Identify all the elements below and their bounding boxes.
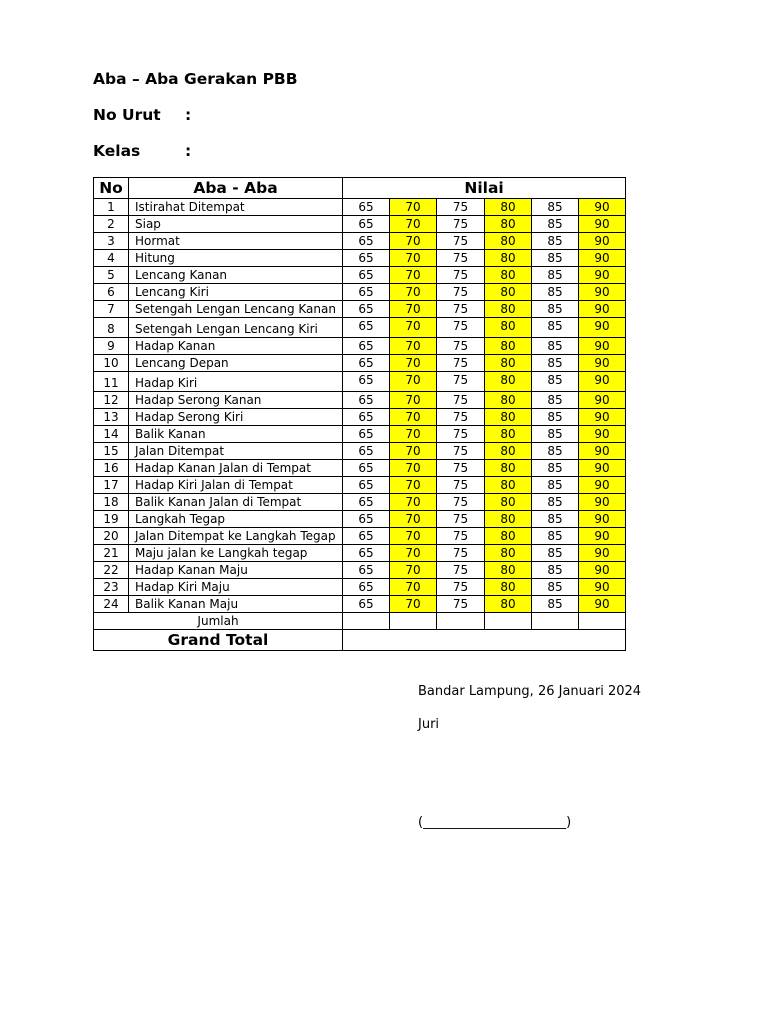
nilai-option-90[interactable]: 90 — [579, 233, 626, 250]
nilai-option-80[interactable]: 80 — [485, 494, 532, 511]
nilai-option-75[interactable]: 75 — [437, 392, 485, 409]
kelas-field — [93, 142, 192, 160]
no-urut-colon: : — [185, 106, 192, 124]
row-number: 12 — [94, 392, 129, 409]
nilai-option-90[interactable]: 90 — [579, 579, 626, 596]
row-number: 22 — [94, 562, 129, 579]
nilai-option-75[interactable]: 75 — [437, 338, 485, 355]
aba-name: Siap — [129, 216, 343, 233]
nilai-option-70[interactable]: 70 — [390, 355, 437, 372]
row-number: 18 — [94, 494, 129, 511]
aba-name: Hadap Kanan Maju — [129, 562, 343, 579]
nilai-option-65[interactable]: 65 — [343, 511, 390, 528]
nilai-option-65[interactable]: 65 — [343, 284, 390, 301]
nilai-option-80[interactable]: 80 — [485, 477, 532, 494]
nilai-option-65[interactable]: 65 — [343, 338, 390, 355]
nilai-option-85[interactable]: 85 — [532, 372, 579, 392]
nilai-option-90[interactable]: 90 — [579, 545, 626, 562]
jumlah-cell[interactable] — [485, 613, 532, 630]
nilai-option-90[interactable]: 90 — [579, 494, 626, 511]
nilai-option-75[interactable]: 75 — [437, 372, 485, 392]
nilai-option-75[interactable]: 75 — [437, 355, 485, 372]
nilai-option-80[interactable]: 80 — [485, 545, 532, 562]
nilai-option-70[interactable]: 70 — [390, 301, 437, 318]
nilai-option-70[interactable]: 70 — [390, 233, 437, 250]
jumlah-label: Jumlah — [94, 613, 343, 630]
nilai-option-80[interactable]: 80 — [485, 392, 532, 409]
aba-name: Jalan Ditempat ke Langkah Tegap — [129, 528, 343, 545]
table-row — [94, 494, 626, 511]
table-row — [94, 562, 626, 579]
aba-name: Lencang Depan — [129, 355, 343, 372]
aba-name: Hormat — [129, 233, 343, 250]
nilai-option-75[interactable]: 75 — [437, 494, 485, 511]
row-number: 1 — [94, 199, 129, 216]
nilai-option-70[interactable]: 70 — [390, 267, 437, 284]
nilai-option-80[interactable]: 80 — [485, 372, 532, 392]
nilai-option-75[interactable]: 75 — [437, 250, 485, 267]
row-number: 17 — [94, 477, 129, 494]
jumlah-row — [94, 613, 626, 630]
nilai-option-75[interactable]: 75 — [437, 199, 485, 216]
nilai-option-65[interactable]: 65 — [343, 528, 390, 545]
table-row — [94, 233, 626, 250]
row-number: 2 — [94, 216, 129, 233]
nilai-option-90[interactable]: 90 — [579, 267, 626, 284]
place-date: Bandar Lampung, 26 Januari 2024 — [418, 684, 642, 699]
jumlah-cell[interactable] — [437, 613, 485, 630]
nilai-option-70[interactable]: 70 — [390, 562, 437, 579]
nilai-option-80[interactable]: 80 — [485, 338, 532, 355]
aba-name: Lencang Kiri — [129, 284, 343, 301]
row-number: 14 — [94, 426, 129, 443]
nilai-option-85[interactable]: 85 — [532, 355, 579, 372]
nilai-option-70[interactable]: 70 — [390, 318, 437, 338]
nilai-option-65[interactable]: 65 — [343, 562, 390, 579]
table-row — [94, 511, 626, 528]
nilai-option-85[interactable]: 85 — [532, 579, 579, 596]
nilai-option-90[interactable]: 90 — [579, 392, 626, 409]
nilai-option-70[interactable]: 70 — [390, 216, 437, 233]
col-nilai-header: Nilai — [343, 178, 626, 199]
nilai-option-80[interactable]: 80 — [485, 409, 532, 426]
table-row — [94, 392, 626, 409]
nilai-option-65[interactable]: 65 — [343, 301, 390, 318]
nilai-option-85[interactable]: 85 — [532, 494, 579, 511]
nilai-option-90[interactable]: 90 — [579, 562, 626, 579]
aba-name: Istirahat Ditempat — [129, 199, 343, 216]
table-row — [94, 338, 626, 355]
aba-name: Jalan Ditempat — [129, 443, 343, 460]
row-number: 8 — [94, 318, 129, 338]
jumlah-cell[interactable] — [390, 613, 437, 630]
nilai-option-80[interactable]: 80 — [485, 216, 532, 233]
nilai-option-65[interactable]: 65 — [343, 250, 390, 267]
grand-total-cell[interactable] — [343, 630, 626, 651]
nilai-option-90[interactable]: 90 — [579, 301, 626, 318]
row-number: 23 — [94, 579, 129, 596]
nilai-option-65[interactable]: 65 — [343, 318, 390, 338]
col-aba-header: Aba - Aba — [129, 178, 343, 199]
table-row — [94, 596, 626, 613]
nilai-option-90[interactable]: 90 — [579, 426, 626, 443]
nilai-option-70[interactable]: 70 — [390, 460, 437, 477]
nilai-option-75[interactable]: 75 — [437, 579, 485, 596]
table-row — [94, 545, 626, 562]
nilai-option-65[interactable]: 65 — [343, 216, 390, 233]
col-no-header: No — [94, 178, 129, 199]
nilai-option-65[interactable]: 65 — [343, 392, 390, 409]
nilai-option-90[interactable]: 90 — [579, 477, 626, 494]
nilai-option-85[interactable]: 85 — [532, 250, 579, 267]
nilai-option-75[interactable]: 75 — [437, 443, 485, 460]
nilai-option-80[interactable]: 80 — [485, 562, 532, 579]
nilai-option-65[interactable]: 65 — [343, 355, 390, 372]
nilai-option-85[interactable]: 85 — [532, 392, 579, 409]
aba-name: Hadap Kanan — [129, 338, 343, 355]
table-header-row — [94, 178, 626, 199]
nilai-option-70[interactable]: 70 — [390, 477, 437, 494]
nilai-option-65[interactable]: 65 — [343, 545, 390, 562]
table-row — [94, 528, 626, 545]
document-title: Aba – Aba Gerakan PBB — [93, 70, 298, 88]
nilai-option-85[interactable]: 85 — [532, 338, 579, 355]
row-number: 6 — [94, 284, 129, 301]
nilai-option-75[interactable]: 75 — [437, 511, 485, 528]
table-row — [94, 250, 626, 267]
nilai-option-75[interactable]: 75 — [437, 233, 485, 250]
row-number: 10 — [94, 355, 129, 372]
nilai-option-70[interactable]: 70 — [390, 545, 437, 562]
kelas-colon: : — [185, 142, 192, 160]
nilai-option-80[interactable]: 80 — [485, 318, 532, 338]
nilai-option-80[interactable]: 80 — [485, 426, 532, 443]
nilai-option-85[interactable]: 85 — [532, 318, 579, 338]
nilai-option-85[interactable]: 85 — [532, 233, 579, 250]
nilai-option-65[interactable]: 65 — [343, 477, 390, 494]
aba-name: Hadap Serong Kiri — [129, 409, 343, 426]
nilai-option-65[interactable]: 65 — [343, 494, 390, 511]
nilai-option-75[interactable]: 75 — [437, 477, 485, 494]
table-row — [94, 216, 626, 233]
nilai-option-70[interactable]: 70 — [390, 426, 437, 443]
table-row — [94, 199, 626, 216]
row-number: 20 — [94, 528, 129, 545]
aba-name: Maju jalan ke Langkah tegap — [129, 545, 343, 562]
aba-name: Setengah Lengan Lencang Kanan — [129, 301, 343, 318]
table-row — [94, 426, 626, 443]
row-number: 5 — [94, 267, 129, 284]
nilai-option-75[interactable]: 75 — [437, 596, 485, 613]
nilai-option-65[interactable]: 65 — [343, 409, 390, 426]
row-number: 15 — [94, 443, 129, 460]
jumlah-cell[interactable] — [343, 613, 390, 630]
nilai-option-90[interactable]: 90 — [579, 355, 626, 372]
nilai-option-90[interactable]: 90 — [579, 460, 626, 477]
nilai-option-80[interactable]: 80 — [485, 511, 532, 528]
nilai-option-65[interactable]: 65 — [343, 199, 390, 216]
grand-total-label: Grand Total — [94, 630, 343, 651]
table-row — [94, 372, 626, 392]
nilai-option-80[interactable]: 80 — [485, 443, 532, 460]
nilai-option-90[interactable]: 90 — [579, 318, 626, 338]
nilai-option-65[interactable]: 65 — [343, 460, 390, 477]
table-row — [94, 318, 626, 338]
nilai-option-65[interactable]: 65 — [343, 579, 390, 596]
nilai-option-70[interactable]: 70 — [390, 199, 437, 216]
nilai-option-85[interactable]: 85 — [532, 409, 579, 426]
row-number: 9 — [94, 338, 129, 355]
nilai-option-65[interactable]: 65 — [343, 443, 390, 460]
table-row — [94, 443, 626, 460]
signature-line: (______________________) — [418, 815, 572, 830]
nilai-option-80[interactable]: 80 — [485, 579, 532, 596]
nilai-option-80[interactable]: 80 — [485, 596, 532, 613]
nilai-option-70[interactable]: 70 — [390, 579, 437, 596]
nilai-option-75[interactable]: 75 — [437, 301, 485, 318]
nilai-option-90[interactable]: 90 — [579, 216, 626, 233]
nilai-option-90[interactable]: 90 — [579, 596, 626, 613]
nilai-option-75[interactable]: 75 — [437, 216, 485, 233]
row-number: 24 — [94, 596, 129, 613]
nilai-option-80[interactable]: 80 — [485, 233, 532, 250]
nilai-option-65[interactable]: 65 — [343, 233, 390, 250]
nilai-option-65[interactable]: 65 — [343, 426, 390, 443]
nilai-option-85[interactable]: 85 — [532, 199, 579, 216]
nilai-option-65[interactable]: 65 — [343, 372, 390, 392]
nilai-option-85[interactable]: 85 — [532, 596, 579, 613]
table-row — [94, 267, 626, 284]
nilai-option-85[interactable]: 85 — [532, 528, 579, 545]
nilai-option-90[interactable]: 90 — [579, 284, 626, 301]
nilai-option-70[interactable]: 70 — [390, 284, 437, 301]
nilai-option-80[interactable]: 80 — [485, 528, 532, 545]
aba-name: Setengah Lengan Lencang Kiri — [129, 318, 343, 338]
nilai-option-90[interactable]: 90 — [579, 511, 626, 528]
nilai-option-85[interactable]: 85 — [532, 511, 579, 528]
nilai-option-75[interactable]: 75 — [437, 426, 485, 443]
table-row — [94, 355, 626, 372]
jumlah-cell[interactable] — [532, 613, 579, 630]
nilai-option-75[interactable]: 75 — [437, 318, 485, 338]
aba-name: Lencang Kanan — [129, 267, 343, 284]
nilai-option-65[interactable]: 65 — [343, 267, 390, 284]
row-number: 13 — [94, 409, 129, 426]
row-number: 19 — [94, 511, 129, 528]
nilai-option-85[interactable]: 85 — [532, 562, 579, 579]
nilai-option-75[interactable]: 75 — [437, 545, 485, 562]
nilai-option-75[interactable]: 75 — [437, 460, 485, 477]
aba-name: Hadap Kiri — [129, 372, 343, 392]
nilai-option-90[interactable]: 90 — [579, 250, 626, 267]
nilai-option-90[interactable]: 90 — [579, 443, 626, 460]
nilai-option-80[interactable]: 80 — [485, 355, 532, 372]
score-table — [93, 177, 626, 651]
nilai-option-70[interactable]: 70 — [390, 443, 437, 460]
nilai-option-70[interactable]: 70 — [390, 528, 437, 545]
nilai-option-65[interactable]: 65 — [343, 596, 390, 613]
aba-name: Balik Kanan Maju — [129, 596, 343, 613]
nilai-option-80[interactable]: 80 — [485, 301, 532, 318]
no-urut-label: No Urut — [93, 106, 161, 124]
nilai-option-85[interactable]: 85 — [532, 284, 579, 301]
row-number: 4 — [94, 250, 129, 267]
nilai-option-80[interactable]: 80 — [485, 250, 532, 267]
table-row — [94, 301, 626, 318]
nilai-option-70[interactable]: 70 — [390, 250, 437, 267]
nilai-option-80[interactable]: 80 — [485, 199, 532, 216]
nilai-option-80[interactable]: 80 — [485, 267, 532, 284]
aba-name: Hadap Kanan Jalan di Tempat — [129, 460, 343, 477]
jumlah-cell[interactable] — [579, 613, 626, 630]
aba-name: Balik Kanan — [129, 426, 343, 443]
table-row — [94, 284, 626, 301]
table-row — [94, 579, 626, 596]
row-number: 7 — [94, 301, 129, 318]
nilai-option-70[interactable]: 70 — [390, 409, 437, 426]
nilai-option-80[interactable]: 80 — [485, 460, 532, 477]
nilai-option-85[interactable]: 85 — [532, 267, 579, 284]
nilai-option-75[interactable]: 75 — [437, 284, 485, 301]
nilai-option-75[interactable]: 75 — [437, 409, 485, 426]
nilai-option-85[interactable]: 85 — [532, 301, 579, 318]
row-number: 11 — [94, 372, 129, 392]
no-urut-field — [93, 106, 192, 124]
aba-name: Hadap Kiri Jalan di Tempat — [129, 477, 343, 494]
grand-total-row — [94, 630, 626, 651]
aba-name: Langkah Tegap — [129, 511, 343, 528]
nilai-option-70[interactable]: 70 — [390, 392, 437, 409]
nilai-option-90[interactable]: 90 — [579, 528, 626, 545]
aba-name: Hadap Serong Kanan — [129, 392, 343, 409]
nilai-option-70[interactable]: 70 — [390, 511, 437, 528]
nilai-option-80[interactable]: 80 — [485, 284, 532, 301]
nilai-option-70[interactable]: 70 — [390, 596, 437, 613]
nilai-option-90[interactable]: 90 — [579, 199, 626, 216]
juri-label: Juri — [418, 717, 440, 732]
nilai-option-85[interactable]: 85 — [532, 545, 579, 562]
nilai-option-90[interactable]: 90 — [579, 372, 626, 392]
nilai-option-85[interactable]: 85 — [532, 460, 579, 477]
nilai-option-75[interactable]: 75 — [437, 528, 485, 545]
row-number: 21 — [94, 545, 129, 562]
row-number: 16 — [94, 460, 129, 477]
table-row — [94, 477, 626, 494]
kelas-label: Kelas — [93, 142, 141, 160]
table-row — [94, 409, 626, 426]
nilai-option-90[interactable]: 90 — [579, 338, 626, 355]
aba-name: Hitung — [129, 250, 343, 267]
nilai-option-85[interactable]: 85 — [532, 477, 579, 494]
nilai-option-75[interactable]: 75 — [437, 267, 485, 284]
nilai-option-70[interactable]: 70 — [390, 494, 437, 511]
nilai-option-85[interactable]: 85 — [532, 443, 579, 460]
nilai-option-90[interactable]: 90 — [579, 409, 626, 426]
table-row — [94, 460, 626, 477]
aba-name: Hadap Kiri Maju — [129, 579, 343, 596]
nilai-option-70[interactable]: 70 — [390, 372, 437, 392]
nilai-option-85[interactable]: 85 — [532, 216, 579, 233]
row-number: 3 — [94, 233, 129, 250]
nilai-option-70[interactable]: 70 — [390, 338, 437, 355]
nilai-option-85[interactable]: 85 — [532, 426, 579, 443]
aba-name: Balik Kanan Jalan di Tempat — [129, 494, 343, 511]
nilai-option-75[interactable]: 75 — [437, 562, 485, 579]
